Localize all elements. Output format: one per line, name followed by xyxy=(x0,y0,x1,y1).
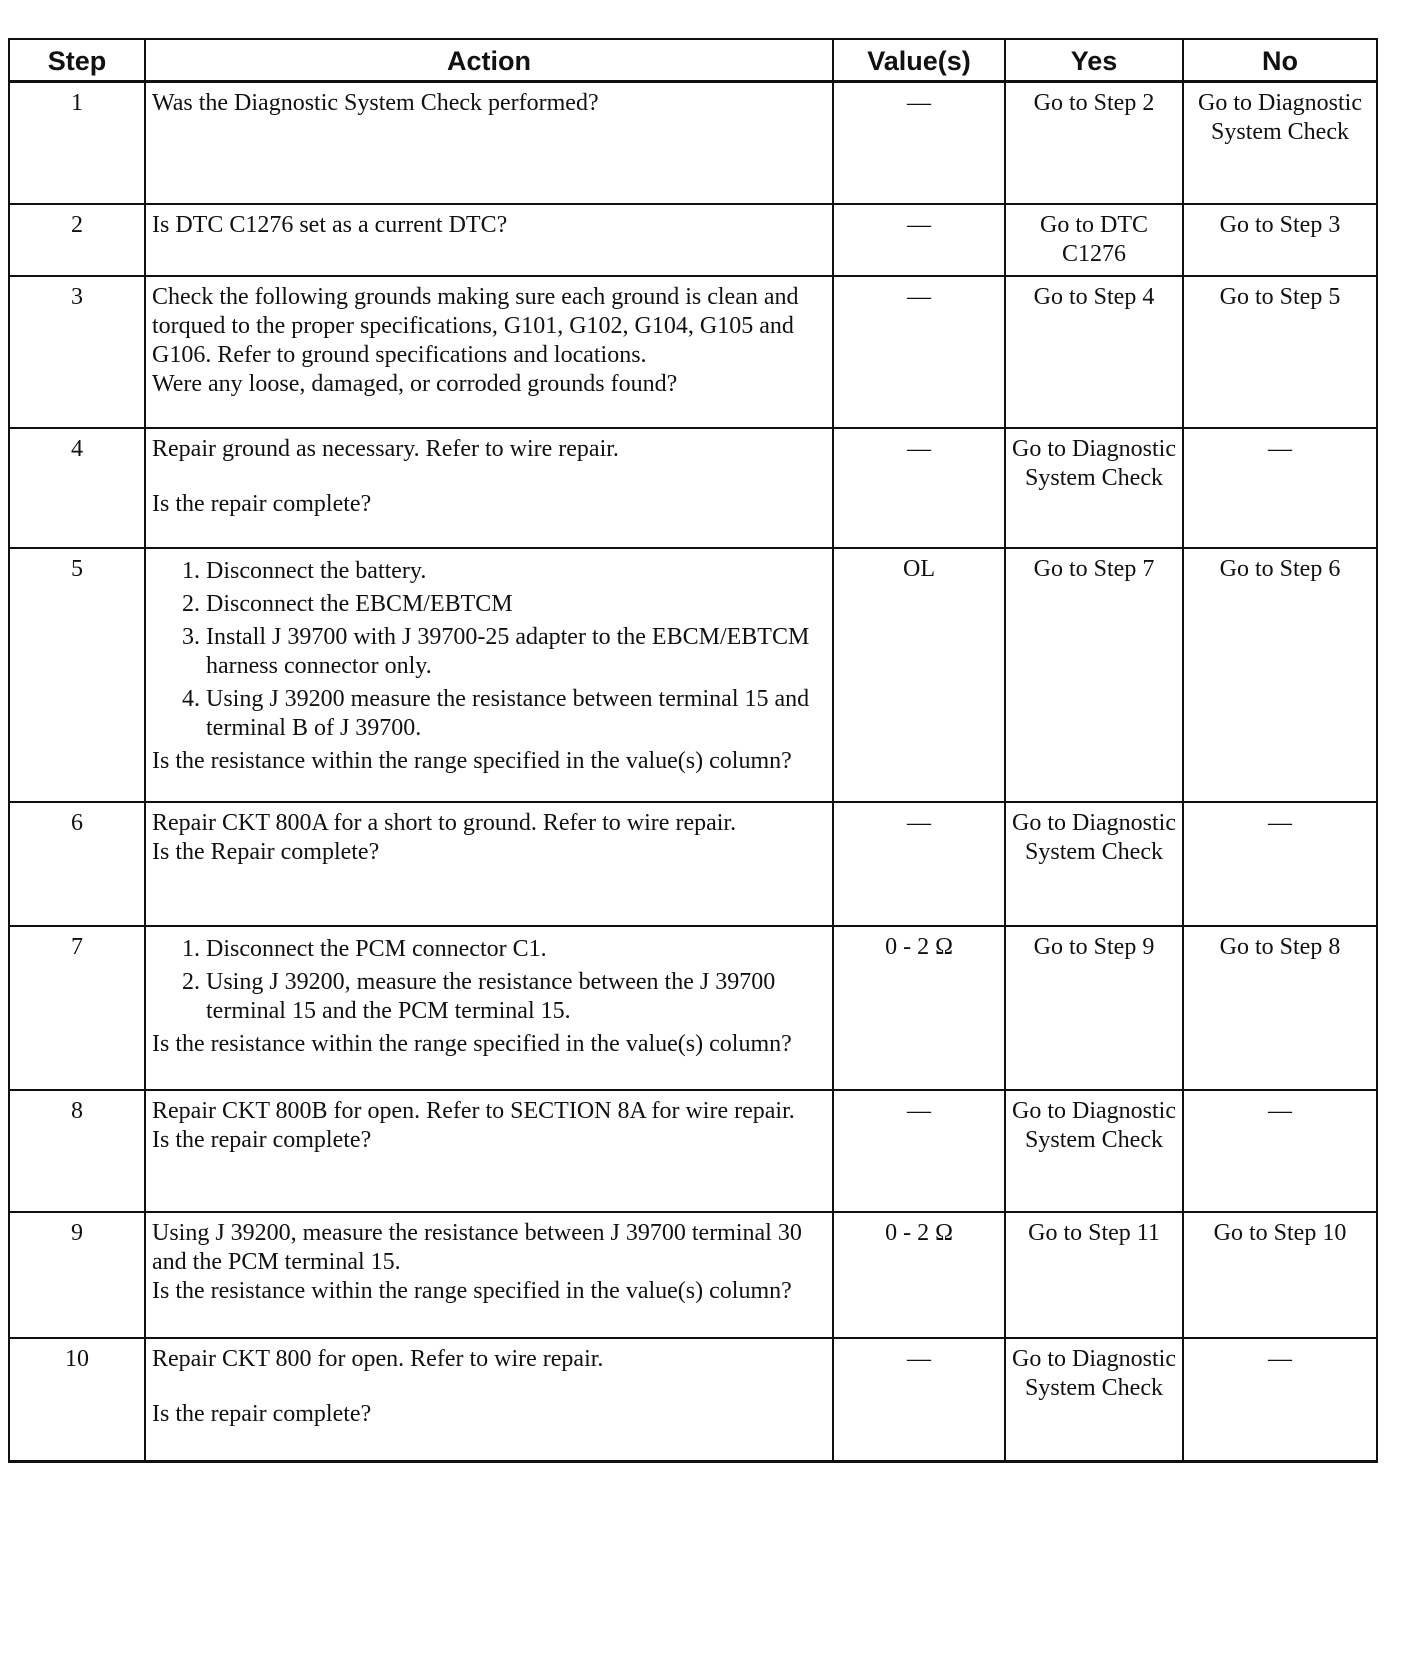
yes-cell: Go to Diagnostic System Check xyxy=(1005,428,1183,548)
no-cell: Go to Step 3 xyxy=(1183,204,1377,276)
action-cell xyxy=(145,82,833,204)
action-text: Check the following grounds making sure each ground is clean and torqued to the proper specifications, G101, G102, G104, G105 and G106. Refer to ground specifications and locations. xyxy=(152,283,799,368)
yes-cell: Go to Step 2 xyxy=(1005,82,1183,204)
action-text: Is the repair complete? xyxy=(152,1126,372,1153)
value-cell: 0 - 2 Ω xyxy=(833,1212,1005,1338)
action-text: Is the resistance within the range specified in the value(s) column? xyxy=(152,1277,792,1304)
action-cell xyxy=(145,1212,833,1338)
action-text: Repair CKT 800 for open. Refer to wire repair. xyxy=(152,1345,604,1372)
no-cell: Go to Step 8 xyxy=(1183,926,1377,1090)
value-cell: — xyxy=(833,428,1005,548)
table-row xyxy=(9,82,1377,204)
action-cell xyxy=(145,1338,833,1462)
no-cell: Go to Step 5 xyxy=(1183,276,1377,428)
step-number-cell: 1 xyxy=(9,82,145,204)
procedure-list xyxy=(152,935,826,1026)
yes-cell: Go to Step 11 xyxy=(1005,1212,1183,1338)
action-cell xyxy=(145,926,833,1090)
paragraph-spacer xyxy=(152,1374,826,1400)
table-row xyxy=(9,548,1377,802)
diagnostic-table xyxy=(8,38,1378,1463)
action-text: Is DTC C1276 set as a current DTC? xyxy=(152,211,508,238)
action-text: Is the repair complete? xyxy=(152,1400,372,1427)
table-body xyxy=(9,82,1377,1462)
step-number-cell: 4 xyxy=(9,428,145,548)
yes-cell: Go to Step 9 xyxy=(1005,926,1183,1090)
action-cell xyxy=(145,204,833,276)
no-cell: — xyxy=(1183,1090,1377,1212)
table-row xyxy=(9,1090,1377,1212)
action-text: Is the resistance within the range specified in the value(s) column? xyxy=(152,1030,792,1057)
header-no: No xyxy=(1183,39,1377,82)
step-number-cell: 6 xyxy=(9,802,145,926)
header-values: Value(s) xyxy=(833,39,1005,82)
yes-cell: Go to Diagnostic System Check xyxy=(1005,802,1183,926)
action-text: Is the Repair complete? xyxy=(152,838,380,865)
action-text: Was the Diagnostic System Check performed? xyxy=(152,90,599,116)
value-cell: — xyxy=(833,1090,1005,1212)
table-header-row xyxy=(9,39,1377,82)
procedure-list-item: 3. Install J 39700 with J 39700-25 adapter to the EBCM/EBTCM harness connector only. xyxy=(206,623,826,681)
header-action: Action xyxy=(145,39,833,82)
table-row xyxy=(9,802,1377,926)
action-text: Repair CKT 800B for open. Refer to SECTION 8A for wire repair. xyxy=(152,1097,795,1124)
step-number-cell: 9 xyxy=(9,1212,145,1338)
no-cell: — xyxy=(1183,428,1377,548)
table-row xyxy=(9,276,1377,428)
action-cell xyxy=(145,1090,833,1212)
action-cell xyxy=(145,802,833,926)
step-number-cell: 7 xyxy=(9,926,145,1090)
procedure-list-item: 4. Using J 39200 measure the resistance between terminal 15 and terminal B of J 39700. xyxy=(206,685,826,743)
step-number-cell: 3 xyxy=(9,276,145,428)
yes-cell: Go to Step 4 xyxy=(1005,276,1183,428)
yes-cell: Go to DTC C1276 xyxy=(1005,204,1183,276)
no-cell: Go to Diagnostic System Check xyxy=(1183,82,1377,204)
value-cell: — xyxy=(833,204,1005,276)
action-text: Is the repair complete? xyxy=(152,490,372,517)
no-cell: Go to Step 10 xyxy=(1183,1212,1377,1338)
action-text: Repair ground as necessary. Refer to wire repair. xyxy=(152,435,619,462)
value-cell: — xyxy=(833,276,1005,428)
value-cell: — xyxy=(833,1338,1005,1462)
value-cell: — xyxy=(833,82,1005,204)
procedure-list-item: 1. Disconnect the battery. xyxy=(206,557,826,586)
step-number-cell: 10 xyxy=(9,1338,145,1462)
table-row xyxy=(9,428,1377,548)
paragraph-spacer xyxy=(152,464,826,490)
yes-cell: Go to Diagnostic System Check xyxy=(1005,1338,1183,1462)
diagnostic-table-container xyxy=(8,38,1376,1463)
action-text: Were any loose, damaged, or corroded grounds found? xyxy=(152,370,678,397)
table-row xyxy=(9,1338,1377,1462)
step-number-cell: 5 xyxy=(9,548,145,802)
header-yes: Yes xyxy=(1005,39,1183,82)
action-cell xyxy=(145,428,833,548)
yes-cell: Go to Diagnostic System Check xyxy=(1005,1090,1183,1212)
no-cell: — xyxy=(1183,802,1377,926)
action-text: Repair CKT 800A for a short to ground. Refer to wire repair. xyxy=(152,809,737,836)
procedure-list xyxy=(152,557,826,743)
value-cell: OL xyxy=(833,548,1005,802)
table-row xyxy=(9,1212,1377,1338)
table-row xyxy=(9,204,1377,276)
action-text: Using J 39200, measure the resistance between J 39700 terminal 30 and the PCM terminal 15. xyxy=(152,1219,802,1275)
procedure-list-item: 1. Disconnect the PCM connector C1. xyxy=(206,935,826,964)
step-number-cell: 8 xyxy=(9,1090,145,1212)
no-cell: Go to Step 6 xyxy=(1183,548,1377,802)
step-number-cell: 2 xyxy=(9,204,145,276)
table-row xyxy=(9,926,1377,1090)
no-cell: — xyxy=(1183,1338,1377,1462)
action-cell xyxy=(145,276,833,428)
action-text: Is the resistance within the range specified in the value(s) column? xyxy=(152,747,792,774)
yes-cell: Go to Step 7 xyxy=(1005,548,1183,802)
action-cell xyxy=(145,548,833,802)
value-cell: — xyxy=(833,802,1005,926)
procedure-list-item: 2. Using J 39200, measure the resistance between the J 39700 terminal 15 and the PCM terminal 15. xyxy=(206,968,826,1026)
value-cell: 0 - 2 Ω xyxy=(833,926,1005,1090)
header-step: Step xyxy=(9,39,145,82)
procedure-list-item: 2. Disconnect the EBCM/EBTCM xyxy=(206,590,826,619)
